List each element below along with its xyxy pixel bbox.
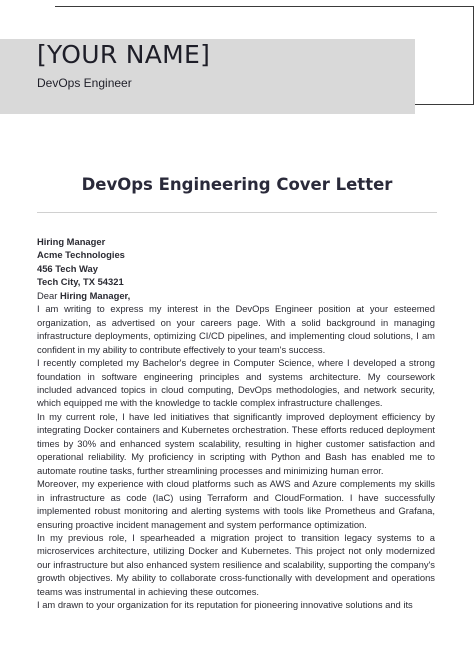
applicant-name: [YOUR NAME] bbox=[37, 40, 211, 69]
body-paragraph: In my current role, I have led initiatives that significantly improved deployment efficiency by integrating Docker containers and Kubernetes orchestration. These efforts reduced deployment times by 30% and enhanced system scalability, resulting in higher customer satisfaction and operational reliability. My proficiency in scripting with Python and Bash has enabled me to automate routine tasks, further streamlining processes and minimizing human error. bbox=[37, 410, 435, 476]
salutation-name: Hiring Manager, bbox=[59, 289, 131, 301]
body-paragraph: In my previous role, I spearheaded a migration project to transition legacy systems to a microservices architecture, utilizing Docker and Kubernetes. This project not only modernized our infrastructure but also enhanced system resilience and scalability, supporting the company's growth objectives. My ability to collaborate cross-functionally with development and operations teams was instrumental in achieving these outcomes. bbox=[37, 531, 435, 597]
header-frame-bottom-line bbox=[415, 104, 474, 105]
salutation-prefix: Dear bbox=[37, 289, 60, 301]
letter-title: DevOps Engineering Cover Letter bbox=[81, 175, 393, 194]
salutation bbox=[37, 289, 435, 302]
header-frame-top-line bbox=[55, 6, 474, 7]
body-paragraph: I am writing to express my interest in the DevOps Engineer position at your esteemed organization, as advertised on your careers page. With a solid background in managing infrastructure deployments, optimizing CI/CD pipelines, and implementing cloud solutions, I am confident in my ability to contribute effectively to your team's success. bbox=[37, 303, 435, 355]
body-paragraph: Moreover, my experience with cloud platforms such as AWS and Azure complements my skills in infrastructure as code (IaC) using Terraform and CloudFormation. I have successfully implemented robust monitoring and alerting systems with tools like Prometheus and Grafana, ensuring proactive incident management and system performance optimization. bbox=[37, 478, 435, 530]
recipient-line: 456 Tech Way bbox=[37, 262, 98, 274]
applicant-job-title: DevOps Engineer bbox=[37, 76, 132, 90]
recipient-line: Acme Technologies bbox=[37, 249, 125, 261]
letter-body bbox=[37, 235, 435, 612]
recipient-line: Hiring Manager bbox=[37, 236, 106, 247]
recipient-line: Tech City, TX 54321 bbox=[37, 276, 124, 288]
body-paragraph: I recently completed my Bachelor's degree in Computer Science, where I developed a strong foundation in software engineering principles and systems architecture. My coursework included advanced topics in cloud computing, DevOps methodologies, and network security, which equipped me with the knowledge to tackle complex infrastructure challenges. bbox=[37, 357, 435, 409]
title-divider bbox=[37, 212, 437, 213]
body-paragraph: I am drawn to your organization for its reputation for pioneering innovative solutions and its bbox=[37, 599, 413, 611]
